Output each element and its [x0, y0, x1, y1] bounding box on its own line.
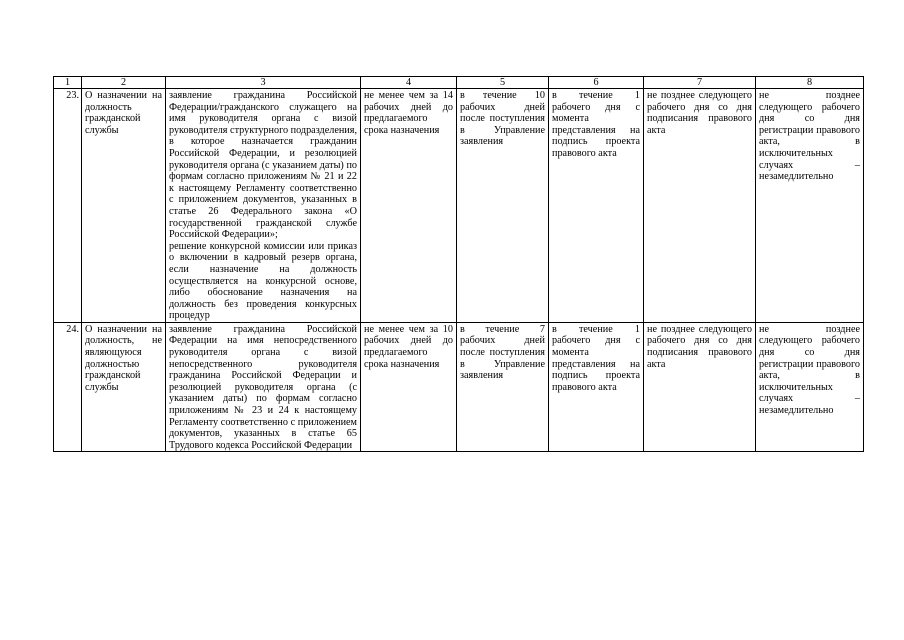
submission-term-cell: не менее чем за 14 рабочих дней до предлагаемого срока назначения: [361, 89, 457, 323]
column-number: 6: [549, 77, 644, 89]
column-number: 2: [82, 77, 166, 89]
draft-term-cell: в течение 1 рабочего дня с момента представления на подпись проекта правового акта: [549, 322, 644, 452]
service-name-cell: О назначении на должность гражданской службы: [82, 89, 166, 323]
table-row: [54, 89, 864, 323]
row-number: 24.: [54, 322, 82, 452]
document-page: [53, 76, 864, 452]
draft-term-cell: в течение 1 рабочего дня с момента представления на подпись проекта правового акта: [549, 89, 644, 323]
submission-term-cell: не менее чем за 10 рабочих дней до предлагаемого срока назначения: [361, 322, 457, 452]
column-number: 4: [361, 77, 457, 89]
document-paragraph: заявление гражданина Российской Федерации/гражданского служащего на имя руководителя органа с визой руководителя структурного подразделения, в которое назначается гражданин Российской Федерации, и резолюцией руководителя органа (с указанием даты) по формам согласно приложениям № 21 и 22 к настоящему Регламенту соответственно с приложением документов, указанных в статье 26 Федерального закона «О государственной гражданской службе Российской Федерации»;: [169, 90, 357, 241]
review-term-cell: в течение 7 рабочих дней после поступления в Управление заявления: [457, 322, 549, 452]
column-number: 1: [54, 77, 82, 89]
document-paragraph: решение конкурсной комиссии или приказ о включении в кадровый резерв органа, если назначение на должность осуществляется на конкурсной основе, либо обоснование назначения на должность без проведения конкурсных процедур: [169, 240, 357, 322]
registration-term-cell: не позднее следующего рабочего дня со дня регистрации правового акта, в исключительных случаях – незамедлительно: [756, 89, 864, 323]
column-number: 3: [166, 77, 361, 89]
signing-term-cell: не позднее следующего рабочего дня со дня подписания правового акта: [644, 322, 756, 452]
table-row: [54, 322, 864, 452]
documents-cell: [166, 322, 361, 452]
service-name-cell: О назначении на должность, не являющуюся должностью гражданской службы: [82, 322, 166, 452]
column-number-row: [54, 77, 864, 89]
documents-cell: [166, 89, 361, 323]
column-number: 7: [644, 77, 756, 89]
column-number: 8: [756, 77, 864, 89]
document-paragraph: заявление гражданина Российской Федерации на имя непосредственного руководителя органа с визой непосредственного руководителя гражданина Российской Федерации и резолюцией руководителя органа (с указанием даты) по формам согласно приложениям № 23 и 24 к настоящему Регламенту соответственно с приложением документов, указанных в статье 65 Трудового кодекса Российской Федерации: [169, 323, 357, 451]
regulation-table: [53, 76, 864, 452]
row-number: 23.: [54, 89, 82, 323]
registration-term-cell: не позднее следующего рабочего дня со дня регистрации правового акта, в исключительных случаях – незамедлительно: [756, 322, 864, 452]
signing-term-cell: не позднее следующего рабочего дня со дня подписания правового акта: [644, 89, 756, 323]
review-term-cell: в течение 10 рабочих дней после поступления в Управление заявления: [457, 89, 549, 323]
column-number: 5: [457, 77, 549, 89]
